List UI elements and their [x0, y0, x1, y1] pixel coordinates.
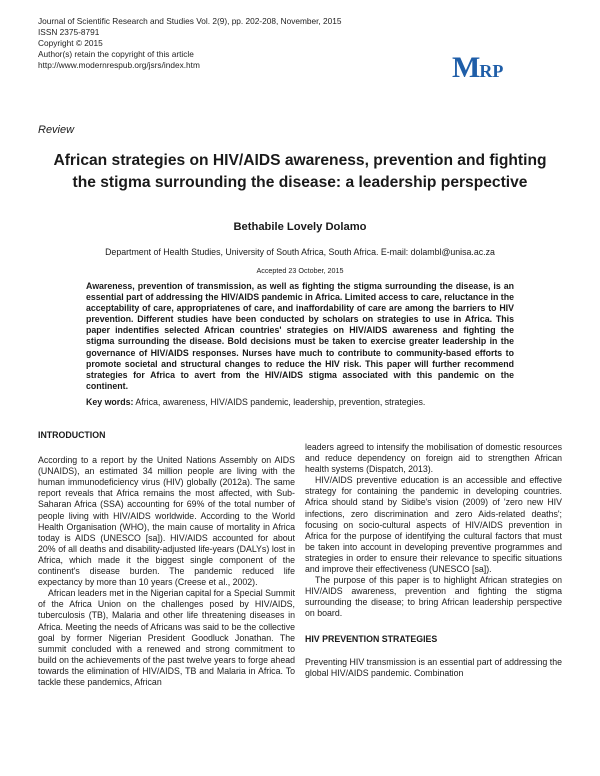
journal-copyright: Copyright © 2015 [38, 37, 103, 48]
logo-letters-rp: RP [479, 61, 504, 81]
introduction-heading: INTRODUCTION [38, 430, 106, 440]
article-type: Review [38, 124, 75, 136]
journal-citation: Journal of Scientific Research and Studies Vol. 2(9), pp. 202-208, November, 2015 [38, 16, 342, 26]
journal-url[interactable]: http://www.modernrespub.org/jsrs/index.htm [38, 59, 200, 70]
keywords-label: Key words: [86, 397, 134, 407]
author-affiliation: Department of Health Studies, University of South Africa, South Africa. E-mail: dolambl@unisa.ac.za [105, 247, 495, 257]
intro-paragraph-1: According to a report by the United Nations Assembly on AIDS (UNAIDS), an estimated 34 million people are living with the human immunodeficiency virus (HIV) globally (2012a). The same report reveals that Africa remains the most affected, with Sub-Saharan Africa (SSA) accounting for 69% of the total number of people living with HIV/AIDS worldwide. According to the World Health Organisation (WHO), the main cause of mortality in Africa today is AIDS (UNESCO [sa]). HIV/AIDS accounted for about 20% of all deaths and disability-adjusted life-years (DALYs) lost in Africa, which made it the biggest single component of the continent's disease burden. The pandemic reduced life expectancy by more than 10 years (Creese et al., 2002). [38, 455, 295, 588]
keywords [86, 397, 526, 407]
keywords-list: Africa, awareness, HIV/AIDS pandemic, leadership, prevention, strategies. [135, 397, 426, 407]
intro-paragraph-2: African leaders met in the Nigerian capital for a Special Summit of the Africa Union on the challenges posed by HIV/AIDS, tuberculosis (TB), Malaria and other life threatening diseases in Africa. Meeting the needs of Africans was said to be the collective goal by former Nigerian President Goodluck Jonathan. The summit concluded with a renewed and strong commitment to build on the achievements of the past twelve years to forge ahead towards the elimination of HIV/AIDS, TB and Malaria in Africa. To tackle these pandemics, African [38, 588, 295, 687]
article-title: African strategies on HIV/AIDS awareness, prevention and fighting the stigma surrounding the disease: a leadership perspective [53, 152, 547, 191]
accepted-date: Accepted 23 October, 2015 [256, 266, 344, 275]
left-column [38, 430, 295, 688]
journal-issn: ISSN 2375-8791 [38, 26, 100, 37]
right-paragraph-1: leaders agreed to intensify the mobilisation of domestic resources and reduce dependency on foreign aid to strengthen African health systems (Dispatch, 2013). [305, 442, 562, 475]
journal-header [38, 16, 341, 71]
publisher-logo [452, 51, 503, 85]
journal-rights: Author(s) retain the copyright of this article [38, 48, 194, 59]
right-paragraph-4: Preventing HIV transmission is an essential part of addressing the global HIV/AIDS pandemic. Combination [305, 656, 562, 678]
prevention-heading: HIV PREVENTION STRATEGIES [305, 633, 438, 644]
right-paragraph-2: HIV/AIDS preventive education is an accessible and effective strategy for containing the pandemic in developing countries. Africa should stand by Sidibe's vision (2009) of 'zero new HIV infections, zero discrimination and zero Aids-related deaths'; focusing on socio-cultural aspects of HIV/AIDS prevention in Africa for the purpose of identifying the cultural factors that must be taken into account in developing preventive programmes and strategies in order to ensure their relevance to specific situations and improve their effectiveness (UNESCO [sa]). [305, 475, 562, 575]
right-column [305, 442, 562, 679]
abstract: Awareness, prevention of transmission, as well as fighting the stigma surrounding the disease, is an essential part of addressing the HIV/AIDS pandemic in Africa. Limited access to care, reluctance in the acceptability of care, appropriatenes of care, and inaffordability of care are among the barriers to HIV prevention. Different studies have been conducted by scholars on strategies to use in Africa. This paper indentifies selected African countries' strategies on HIV/AIDS awareness and fighting the stigma surrounding the disease. Bold decisions must be taken to exercise greater leadership in the governance of HIV/AIDS responses. Nurses have much to contribute to community-based efforts to promote societal and structural changes to reduce the HIV risk. This paper will further recommend strategies for Africa to avert from the HIV/AIDS stigma associated with this pandemic on the continent. [86, 281, 514, 391]
logo-letter-m: M [452, 51, 480, 84]
right-paragraph-3: The purpose of this paper is to highlight African strategies on HIV/AIDS awareness, prevention and fighting the stigma surrounding the disease; to bring African leadership perspective on board. [305, 575, 562, 619]
article-author: Bethabile Lovely Dolamo [233, 221, 367, 233]
